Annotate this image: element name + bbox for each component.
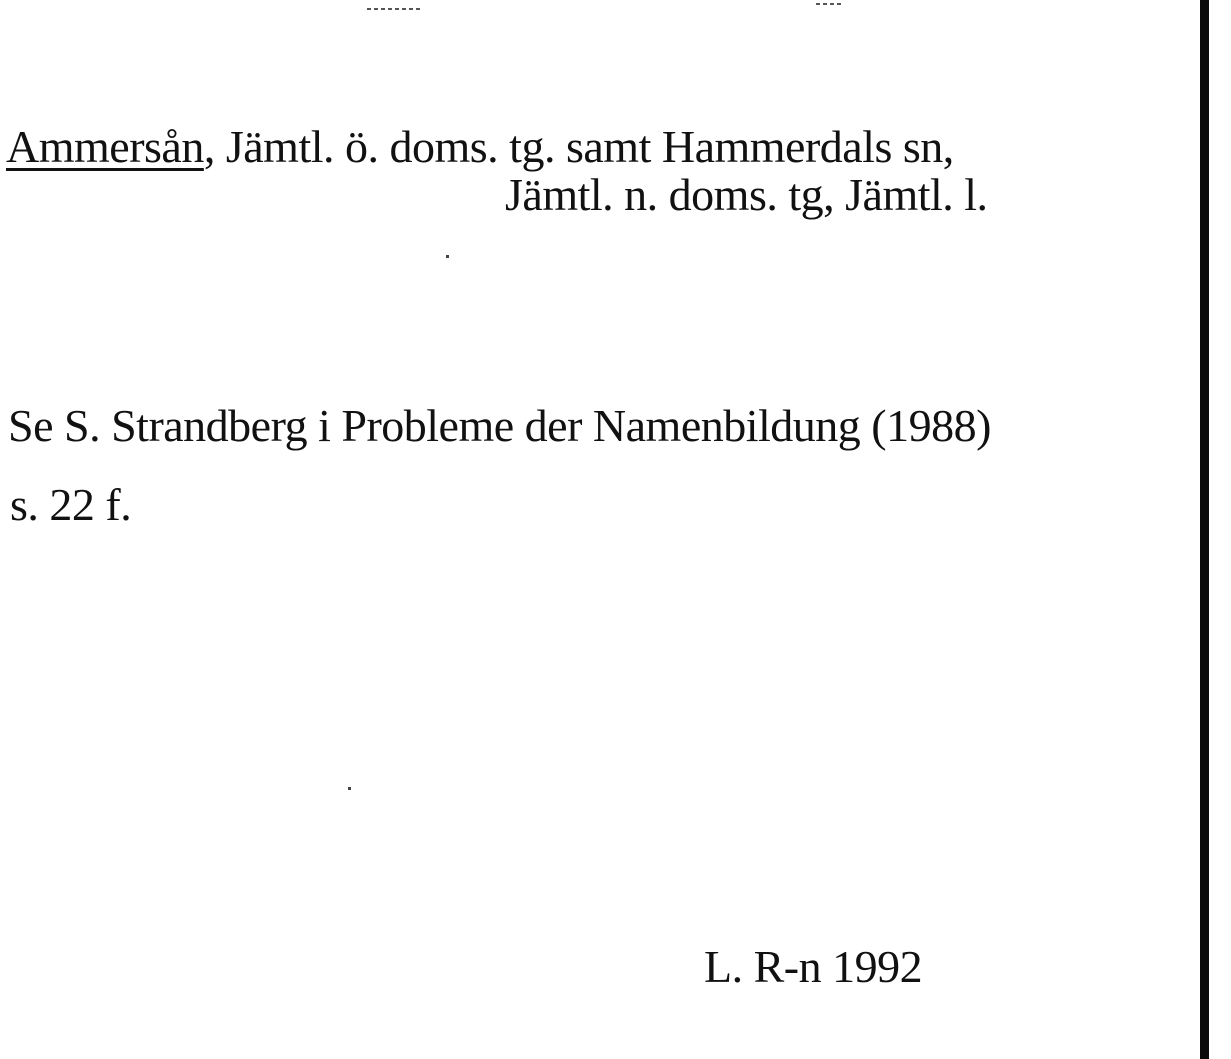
reference-page-line: s. 22 f.: [10, 479, 132, 530]
scan-speck: [348, 787, 351, 790]
headword: Ammersån: [6, 121, 204, 172]
entry-location-line: Jämtl. n. doms. tg, Jämtl. l.: [505, 169, 988, 220]
reference-line: Se S. Strandberg i Probleme der Namenbildung (1988): [8, 400, 991, 451]
headword-location: , Jämtl. ö. doms. tg. samt Hammerdals sn,: [203, 121, 954, 172]
scan-speck: [446, 255, 449, 258]
scan-mark-top-right: [816, 3, 844, 5]
signature: L. R-n 1992: [704, 941, 923, 992]
scan-mark-top-left: [367, 8, 421, 10]
card-edge-border: [1200, 0, 1209, 1059]
entry-heading-line: [6, 121, 954, 172]
